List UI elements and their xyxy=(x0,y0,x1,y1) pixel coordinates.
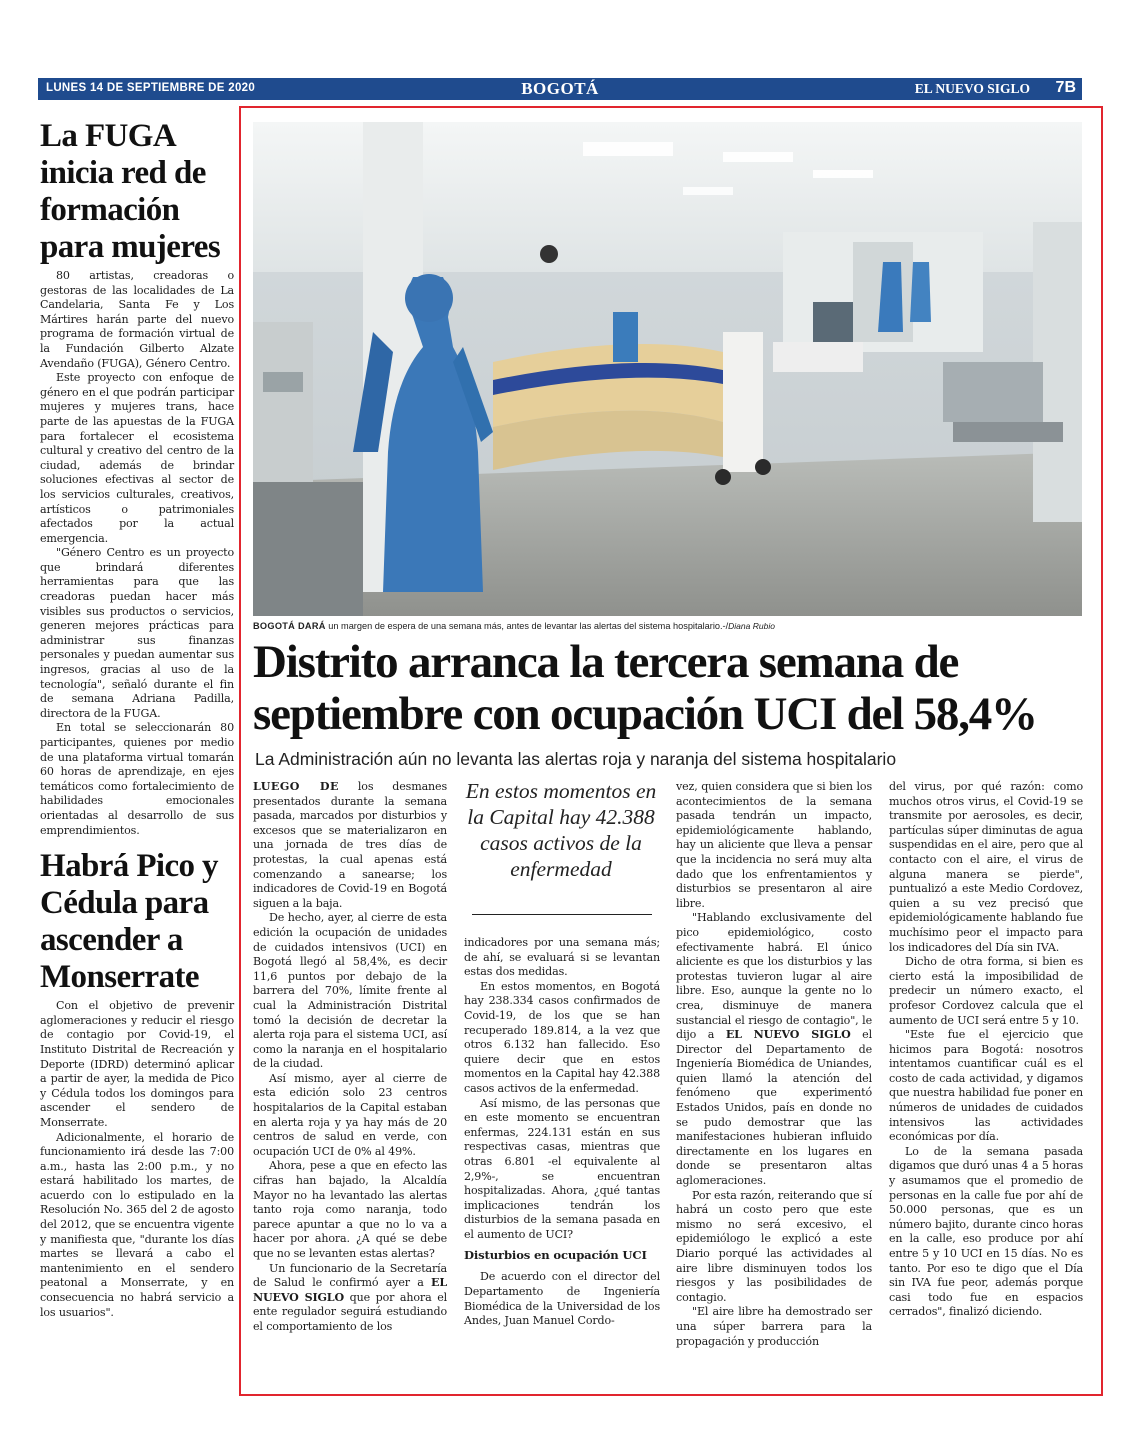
monserrate-paragraph: Con el objetivo de prevenir aglomeraciones y reducir el riesgo de contagio por Covid-19, el Instituto Distrital de Recreación y Deporte (IDRD) determinó aplicar a partir de ayer, la medida de Pico y Cédula todos los domingos para ascender el sendero de Monserrate. xyxy=(40,999,234,1129)
headline-line-2: septiembre con ocupación UCI del 58,4% xyxy=(253,688,1037,740)
paper-mention: EL NUEVO SIGLO xyxy=(253,1276,447,1304)
fuga-article xyxy=(40,269,234,838)
monserrate-article xyxy=(40,999,234,1320)
issue-date: LUNES 14 DE SEPTIEMBRE DE 2020 xyxy=(46,82,256,94)
text-run: el Director del Departamento de Ingeniería Biomédica de Uniandes, quien llamó la atención del fenómeno que experimentó Estados Unidos, país en donde no se pudo demostrar que las manifestaciones hubieran influido directamente en los lugares en donde se presentaron altas aglomeraciones. xyxy=(676,1028,872,1188)
paper-mention: EL NUEVO SIGLO xyxy=(725,1028,851,1042)
article-paragraph: Lo de la semana pasada digamos que duró unas 4 a 5 horas y asumamos que el promedio de personas en la calle fue por ahí de 50.000 personas, que es un número bajito, durante cinco horas en la calle, eso produce por ahí entre 5 y 10 UCI en 15 días. No es tanto. Por eso te digo que el Día sin IVA fue peor, además porque casi todo fue en espacios cerrados", finalizó diciendo. xyxy=(889,1144,1083,1319)
lead-text: los desmanes presentados durante la semana pasada, marcados por disturbios y excesos que se materializaron en una jornada de tres días de protestas, la cual apenas está comenzando a sanearse; los indicadores de Covid-19 en Bogotá siguen a la baja. xyxy=(253,780,448,910)
hospital-icu-photo xyxy=(253,122,1082,616)
article-column-2 xyxy=(464,936,660,1329)
article-paragraph: "El aire libre ha demostrado ser una súper barrera para la propagación y producción xyxy=(676,1305,872,1348)
article-paragraph xyxy=(253,1262,447,1335)
page-number: 7B xyxy=(1055,79,1076,96)
photo-credit: Diana Rubio xyxy=(728,621,775,631)
article-paragraph: del virus, por qué razón: como muchos otros virus, el Covid-19 se transmite por aerosoles, es decir, partículas súper diminutas de agua suspendidas en el aire, pero que al contacto con el aire, el virus de alguna manera se pierde", puntualizó a este Medio Cordovez, quien a su vez precisó que epidemiológicamente hablando fue muchísimo peor el impacto para los indicadores del Día sin IVA. xyxy=(889,780,1083,954)
article-paragraph: Así mismo, ayer al cierre de esta edición solo 23 centros hospitalarios de la Capital estaban en alerta roja y ya hay más de 20 centros de salud en verde, con ocupación UCI de 0% al 49%. xyxy=(253,1071,447,1158)
article-paragraph xyxy=(676,911,872,1188)
article-column-3 xyxy=(676,780,872,1349)
page-header-bar xyxy=(38,78,1082,100)
article-paragraph: "Este fue el ejercicio que hicimos para Bogotá: nosotros intentamos cuantificar cuál es el costo de cada actividad, y digamos que nuestra habilidad fue poner en números de unidades de cuidados intensivos las actividades económicas por día. xyxy=(889,1028,1083,1144)
pull-quote-rule xyxy=(472,914,652,915)
fuga-paragraph: "Género Centro es un proyecto que brindará diferentes herramientas para que las creadoras puedan hacer más visibles sus productos o servicios, generen mejores prácticas para administrar sus finanzas personales y puedan aumentar sus ingresos, gracias al uso de la tecnología", señaló durante el fin de semana Adriana Padilla, directora de la FUGA. xyxy=(40,546,234,720)
article-paragraph: indicadores por una semana más; de ahí, se evaluará si se levantan estas dos medidas. xyxy=(464,936,660,979)
section-subtitle: Disturbios en ocupación UCI xyxy=(464,1248,647,1263)
article-paragraph: En estos momentos, en Bogotá hay 238.334 casos confirmados de Covid-19, de los que se han recuperado 189.814, a la vez que otros 6.132 han fallecido. Eso quiere decir que en estos momentos en la Capital hay 42.388 casos activos de la enfermedad. xyxy=(464,979,660,1095)
caption-text: un margen de espera de una semana más, antes de levantar las alertas del sistema hospitalario.-/ xyxy=(325,621,729,631)
fuga-paragraph: 80 artistas, creadoras o gestoras de las localidades de La Candelaria, Santa Fe y Los Mártires harán parte del nuevo programa de formación virtual de la Fundación Gilberto Alzate Avendaño (FUGA), Género Centro. xyxy=(40,269,234,370)
article-paragraph xyxy=(253,780,447,911)
fuga-paragraph: En total se seleccionarán 80 participantes, quienes por medio de una plataforma virtual tomarán 60 horas de aprendizaje, en ejes temáticos como fortalecimiento de habilidades emocionales orientadas al desarrollo de sus emprendimientos. xyxy=(40,721,234,837)
lead-kicker: LUEGO DE xyxy=(253,780,339,793)
main-subheadline: La Administración aún no levanta las alertas roja y naranja del sistema hospitalario xyxy=(255,749,897,769)
article-paragraph: Por esta razón, reiterando que sí habrá un costo pero que este mismo no será excesivo, el epidemiólogo le explicó a este Diario porqué las actividades al aire libre disminuyen todos los riesgos y las posibilidades de contagio. xyxy=(676,1188,872,1304)
article-column-4 xyxy=(889,780,1083,1320)
main-headline xyxy=(253,636,1083,740)
left-column xyxy=(40,118,234,1320)
article-paragraph: Así mismo, de las personas que en este momento se encuentran enfermas, 224.131 están en sus respectivas casas, mientras que otras 6.801 -el equivalente al 2,9%-, se encuentran hospitalizadas. Ahora, ¿qué tantas implicaciones tendrán los disturbios de la semana pasada en el aumento de UCI? xyxy=(464,1096,660,1241)
text-run: Un funcionario de la Secretaría de Salud le confirmó ayer a xyxy=(253,1261,447,1290)
article-paragraph: Ahora, pese a que en efecto las cifras han bajado, la Alcaldía Mayor no ha levantado las alertas tanto roja como naranja, todo parece apuntar a que no lo va a hacer por ahora. ¿A qué se debe que no se levanten estas alertas? xyxy=(253,1159,447,1260)
photo-caption xyxy=(253,620,1082,632)
headline-line-1: Distrito arranca la tercera semana de xyxy=(253,636,959,688)
article-column-1 xyxy=(253,780,447,1335)
text-run: que por ahora el ente regulador seguirá estudiando el comportamiento de los xyxy=(253,1290,448,1333)
article-paragraph: De hecho, ayer, al cierre de esta edición la ocupación de unidades de cuidados intensivos (UCI) en Bogotá llegó al 58,4%, es decir 11,6 puntos por debajo de la barrera del 70%, límite frente al cual la Administración Distrital tomó la decisión de decretar la alerta roja para el sistema UCI, así como la naranja en el hospitalario de la ciudad. xyxy=(253,911,447,1071)
article-paragraph: Dicho de otra forma, si bien es cierto está la imposibilidad de predecir un número exacto, el profesor Cordovez calcula que el aumento de UCI será entre 5 y 10. xyxy=(889,955,1083,1027)
fuga-paragraph: Este proyecto con enfoque de género en el que podrán participar mujeres y mujeres trans, hace parte de las apuestas de la FUGA para fortalecer el ecosistema cultural y creativo del centro de la ciudad, además de brindar soluciones efectivas al sector de los servicios culturales, creativos, artísticos o patrimoniales afectados por la actual emergencia. xyxy=(40,371,234,545)
article-paragraph: De acuerdo con el director del Departamento de Ingeniería Biomédica de la Universidad de los Andes, Juan Manuel Cordo- xyxy=(464,1270,660,1328)
newspaper-name: EL NUEVO SIGLO xyxy=(914,81,1030,96)
text-run: "Hablando exclusivamente del pico epidemiológico, costo efectivamente habrá. El único aliciente es que los disturbios y las protestas tuvieron lugar al aire libre. Eso, aunque la gente no lo crea, disminuye de manera sustancial el riesgo de contagio", le dijo a xyxy=(676,911,872,1042)
monserrate-paragraph: Adicionalmente, el horario de funcionamiento irá desde las 7:00 a.m., hasta las 2:00 p.m., y no estará habilitado los martes, de acuerdo con lo estipulado en la Resolución No. 365 del 2 de agosto del 2012, que se encuentra vigente y manifiesta que, "durante los días martes se llevará a cabo el mantenimiento en el sendero peatonal a Monserrate, y en consecuencia no habrá servicio a los usuarios". xyxy=(40,1130,234,1319)
fuga-headline: La FUGA inicia red de formación para mujeres xyxy=(40,118,221,265)
pull-quote: En estos momentos en la Capital hay 42.388 casos activos de la enfermedad xyxy=(465,779,657,881)
monserrate-headline: Habrá Pico y Cédula para ascender a Monserrate xyxy=(40,848,218,996)
section-name: BOGOTÁ xyxy=(521,79,599,98)
article-paragraph: vez, quien considera que si bien los acontecimientos de la semana pasada tendrán un impacto, epidemiológicamente hablando, hay un aliciente que lleva a pensar que la incidencia no será muy alta dado que los enfrentamientos y disturbios se presentaron al aire libre. xyxy=(676,780,872,910)
caption-lead: BOGOTÁ DARÁ xyxy=(253,621,326,631)
